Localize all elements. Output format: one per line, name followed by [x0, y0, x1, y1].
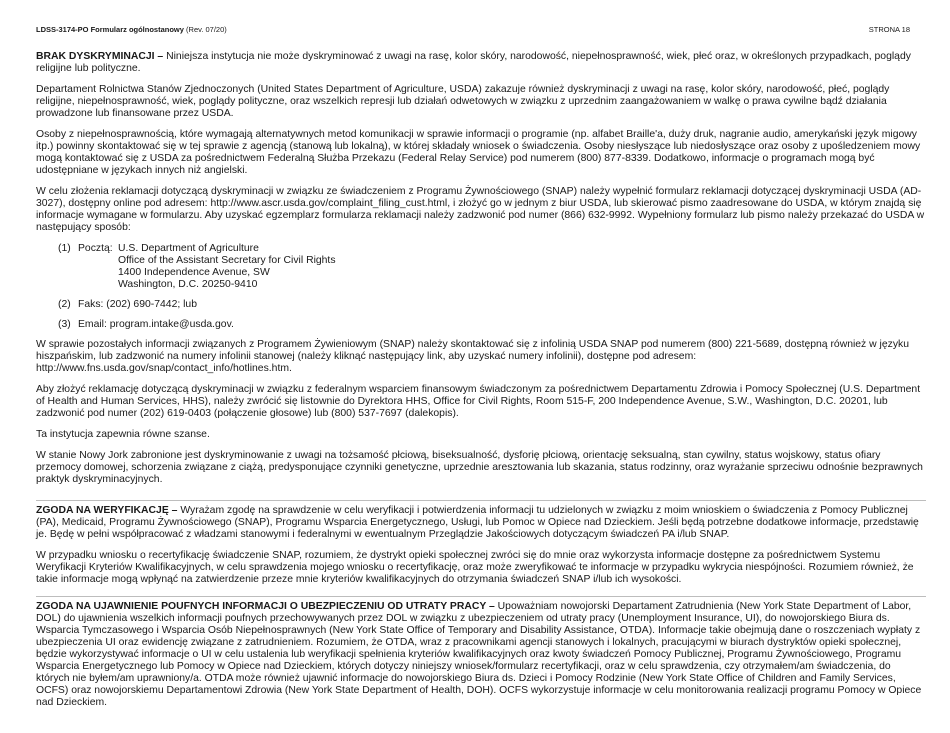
mail-item-number: (1): [58, 243, 71, 254]
equal-opportunity-paragraph: Ta instytucja zapewnia równe szanse.: [36, 429, 210, 440]
section-divider: [36, 596, 926, 597]
mail-address-lines: [118, 243, 336, 291]
page-content: [36, 51, 926, 718]
address-line: U.S. Department of Agriculture: [118, 243, 259, 254]
form-id: LDSS-3174-PO Formularz ogólnostanowy: [36, 25, 184, 34]
nondiscrimination-section: [36, 51, 926, 486]
unemployment-section: [36, 601, 926, 709]
snap-hotline-paragraph: W sprawie pozostałych informacji związanych z Programem Żywieniowym (SNAP) należy skontaktować się z infolinią USDA SNAP pod numerem (800) 221-5689, dostępną również w języku hiszpańskim, lub zadzwonić na numery infolinii stanowej (należy kliknąć następujący link, aby uzyskać numery infolinii), dostępne pod adresem: http://www.fns.usda.gov/snap/contact_info/hotlines.htm.: [36, 339, 909, 374]
fax-item: [58, 299, 926, 311]
email-item-number: (3): [58, 319, 71, 330]
disability-paragraph: Osoby z niepełnosprawnością, które wymagają alternatywnych metod komunikacji w sprawie informacji o programie (np. alfabet Braille'a, duży druk, nagranie audio, amerykański język migowy itp.) powinny skontaktować się w tej sprawie z agencją (stanową lub lokalną), w której składały wniosek o świadczenia. Osoby niesłyszące lub niedosłyszące oraz osoby z upośledzeniem mowy mogą kontaktować się z USDA za pośrednictwem Federalną Służba Przekazu (Federal Relay Service) pod numerem (800) 877-8339. Dodatkowo, informacje o programach mogą być udostępniane w językach innych niż angielski.: [36, 129, 921, 176]
address-line: Washington, D.C. 20250-9410: [118, 279, 258, 290]
verification-text: Wyrażam zgodę na sprawdzenie w celu weryfikacji i potwierdzenia informacji tu udzielonych w związku z moim wnioskiem o świadczenia z Pomocy Publicznej (PA), Medicaid, Programu Żywnościowego (SNAP), Programu Wsparcia Energetycznego, Usługi, lub Pomoc w Opiece nad Dzieckiem. Jeśli będą potrzebne dodatkowe informacje, przedstawię je. Będę w pełni współpracować z władzami stanowymi i federalnymi w ewentualnym Przeglądzie Jakościowych dotyczącym świadczeń PA i/lub SNAP.: [36, 505, 919, 540]
email-text: Email: program.intake@usda.gov.: [78, 319, 234, 330]
section-divider: [36, 500, 926, 501]
address-line: Office of the Assistant Secretary for Civil Rights: [118, 255, 336, 266]
verification-section: [36, 505, 926, 586]
complaint-paragraph: W celu złożenia reklamacji dotyczącą dyskryminacji w związku ze świadczeniem z Programu Żywnościowego (SNAP) należy wypełnić formularz reklamacji dotyczącej dyskryminacji USDA (AD-3027), dostępny online pod adresem: http://www.ascr.usda.gov/complaint_filing_cust.html, i złożyć go w jednym z biur USDA, lub skierować pismo zaadresowane do USDA, w którym znajdą się informacje wymagane w formularzu. Aby uzyskać egzemplarz formularza reklamacji należy zadzwonić pod numer (866) 632-9992. Wypełniony formularz lub pismo należy przekazać do USDA w następujący sposób:: [36, 186, 925, 233]
address-line: 1400 Independence Avenue, SW: [118, 267, 270, 278]
nys-paragraph: W stanie Nowy Jork zabronione jest dyskryminowanie z uwagi na tożsamość płciową, biseksualność, dysforię płciową, orientację seksualną, stan cywilny, status wojskowy, status ofiary przemocy domowej, schorzenia związane z ciążą, predysponujące czynniki genetyczne, uprzednie aresztowania lub skazania, status rodzinny, oraz wyrażanie sprzeciwu odnośnie bezprawnych praktyk dyskryminacyjnych.: [36, 450, 923, 485]
page-number: STRONA 18: [868, 25, 910, 34]
unemployment-heading: ZGODA NA UJAWNIENIE POUFNYCH INFORMACJI O UBEZPIECZENIU OD UTRATY PRACY –: [36, 601, 495, 612]
recertification-paragraph: W przypadku wniosku o recertyfikację świadczenie SNAP, rozumiem, że dystrykt opieki społecznej zwróci się do mnie oraz wykorzysta informacje dostępne za pośrednictwem Systemu Weryfikacji Kryteriów Kwalifikacyjnych, w celu sprawdzenia mojego wniosku o recertyfikację, oraz może zweryfikować te informacje w przypadku wykrycia niespójności. Rozumiem również, że takie informacje mogą wpłynąć na zatwierdzenie przeze mnie kryteriów kwalifikacyjnych do otrzymania świadczeń SNAP i/lub ich wysokości.: [36, 550, 914, 585]
nondiscrimination-intro: [36, 51, 926, 75]
form-identifier: [36, 25, 227, 34]
verification-heading: ZGODA NA WERYFIKACJĘ –: [36, 505, 178, 516]
mail-address-item: [58, 243, 926, 291]
nondiscrimination-heading: BRAK DYSKRYMINACJI –: [36, 51, 164, 62]
nondiscrimination-text: Niniejsza instytucja nie może dyskryminować z uwagi na rasę, kolor skóry, narodowość, niepełnosprawność, wiek, płeć oraz, w określonych przypadkach, poglądy religijne lub polityczne.: [36, 51, 911, 74]
verification-paragraph: [36, 505, 926, 541]
fax-text: Faks: (202) 690-7442; lub: [78, 299, 197, 310]
fax-item-number: (2): [58, 299, 71, 310]
unemployment-text: Upoważniam nowojorski Departament Zatrudnienia (New York State Department of Labor, DOL) do ujawnienia wszelkich informacji poufnych przechowywanych przez DOL w związku z ubezpieczeniem od utraty pracy (Unemployment Insurance, UI), do nowojorskiego Biura ds. Wsparcia Tymczasowego i Wsparcia Osób Niepełnosprawnych (New York State Office of Temporary and Disability Assistance, OTDA). Informacje takie obejmują dane o roszczeniach wypłaty z ubezpieczenia UI oraz ewidencję związane z zatrudnieniem. Rozumiem, że OTDA, wraz z pracownikami agencji stanowych i lokalnych, pracującymi w biurach dystryktów opieki społecznej, będzie wykorzystywać informacje o UI w celu ustalenia lub weryfikacji spełnienia kryteriów kwalifikacyjnych oraz kwoty świadczeń Pomocy Publicznej, Programu Żywnościowego, Programu Wsparcia Energetycznego lub Pomocy w Opiece nad Dzieckiem, których dotyczy niniejszy wniosek/formularz recertyfikacji, oraz w celu sprawdzenia, czy otrzymałem/am świadczenia, do których nie byłem/am uprawniony/a. OTDA może również ujawnić informacje do nowojorskiego Biura ds. Dzieci i Pomocy Rodzinie (New York State Office of Children and Family Services, OCFS) oraz nowojorskiemu Departamentowi Zdrowia (New York State Department of Health, DOH). OCFS wykorzystuje informacje w celu monitorowania realizacji programu Pomocy w Opiece nad Dzieckiem.: [36, 601, 922, 708]
unemployment-paragraph: [36, 601, 926, 709]
usda-paragraph: Departament Rolnictwa Stanów Zjednoczonych (United States Department of Agriculture, USDA) zakazuje również dyskryminacji z uwagi na rasę, kolor skóry, narodowość, płeć, poglądy religijne, niepełnosprawność, wiek, poglądy polityczne, oraz wszelkich represji lub działań odwetowych w związku z uprzednim zaangażowaniem w walkę o prawa cywilne bądź działania prowadzone lub finansowane przez USDA.: [36, 84, 890, 119]
email-item: [58, 319, 926, 331]
page-header: [36, 25, 910, 34]
form-revision: (Rev. 07/20): [186, 25, 227, 34]
hhs-paragraph: Aby złożyć reklamację dotyczącą dyskryminacji w związku z federalnym wsparciem finansowym świadczonym za pośrednictwem Departamentu Zdrowia i Pomocy Społecznej (U.S. Department of Health and Human Services, HHS), należy zwrócić się listownie do Dyrektora HHS, Office for Civil Rights, Room 515-F, 200 Independence Avenue, S.W., Washington, D.C. 20201, lub zadzwonić pod numer (202) 619-0403 (połączenie głosowe) lub (800) 537-7697 (dalekopis).: [36, 384, 921, 419]
mail-label: Pocztą:: [78, 243, 113, 254]
